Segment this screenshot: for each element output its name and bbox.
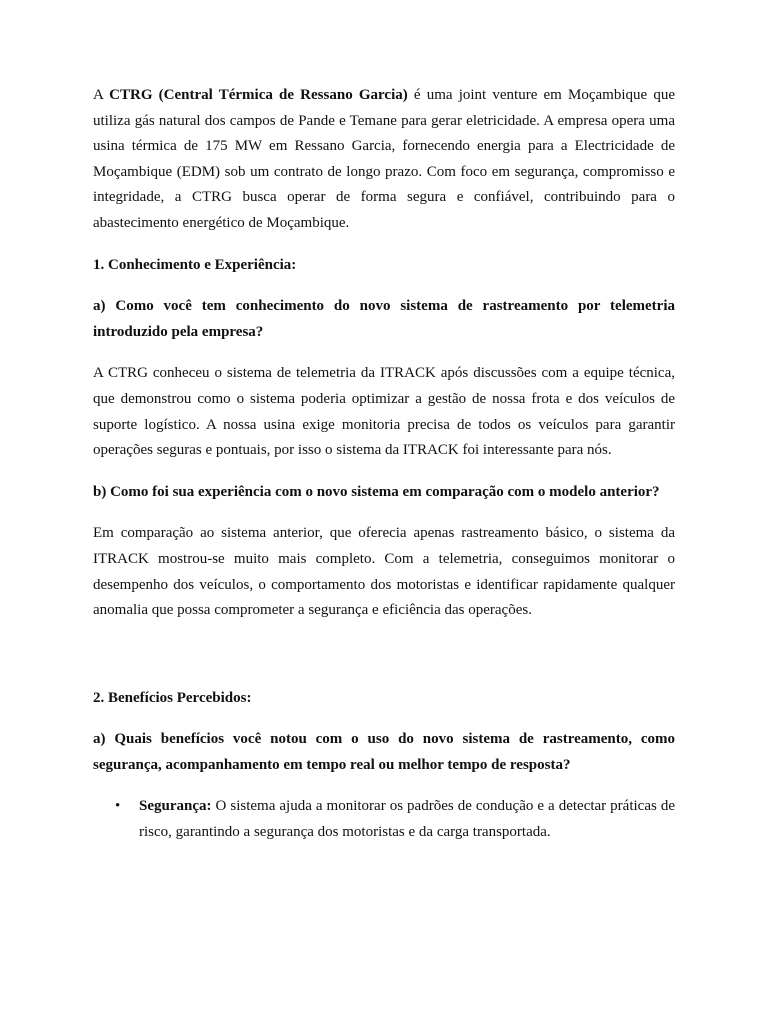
intro-body: é uma joint venture em Moçambique que utiliza gás natural dos campos de Pande e Temane para gerar eletricidade. A empresa opera uma usina térmica de 175 MW em Ressano Garcia, fornecendo energia para a Electricidade de Moçambique (EDM) sob um contrato de longo prazo. Com foco em segurança, compromisso e integridade, a CTRG busca operar de forma segura e confiável, contribuindo para o abastecimento energético de Moçambique. (93, 87, 675, 231)
bullet-label: Segurança: (139, 798, 212, 815)
intro-prefix: A (93, 87, 110, 103)
benefits-list (93, 794, 675, 845)
section-1-title: 1. Conhecimento e Experiência: (93, 256, 297, 273)
section-2-title: 2. Benefícios Percebidos: (93, 689, 252, 706)
question-1a: a) Como você tem conhecimento do novo sistema de rastreamento por telemetria introduzido pela empresa? (93, 298, 675, 340)
document-page (93, 83, 675, 846)
question-1b: b) Como foi sua experiência com o novo sistema em comparação com o modelo anterior? (93, 483, 660, 500)
intro-paragraph (93, 83, 675, 237)
answer-1a: A CTRG conheceu o sistema de telemetria da ITRACK após discussões com a equipe técnica, que demonstrou como o sistema poderia optimizar a gestão de nossa frota e dos veículos de suporte logístico. A nossa usina exige monitoria precisa de todos os veículos para garantir operações seguras e pontuais, por isso o sistema da ITRACK foi interessante para nós. (93, 365, 675, 459)
bullet-text: O sistema ajuda a monitorar os padrões de condução e a detectar práticas de risco, garantindo a segurança dos motoristas e da carga transportada. (139, 798, 675, 841)
answer-1b: Em comparação ao sistema anterior, que oferecia apenas rastreamento básico, o sistema da ITRACK mostrou-se muito mais completo. Com a telemetria, conseguimos monitorar o desempenho dos veículos, o comportamento dos motoristas e identificar rapidamente qualquer anomalia que possa comprometer a segurança e eficiência das operações. (93, 525, 675, 619)
list-item (115, 794, 675, 845)
question-2a: a) Quais benefícios você notou com o uso do novo sistema de rastreamento, como segurança, acompanhamento em tempo real ou melhor tempo de resposta? (93, 731, 675, 773)
company-name: CTRG (Central Térmica de Ressano Garcia) (109, 87, 408, 103)
bullet-marker: • (115, 798, 121, 815)
section-spacer (93, 640, 675, 686)
